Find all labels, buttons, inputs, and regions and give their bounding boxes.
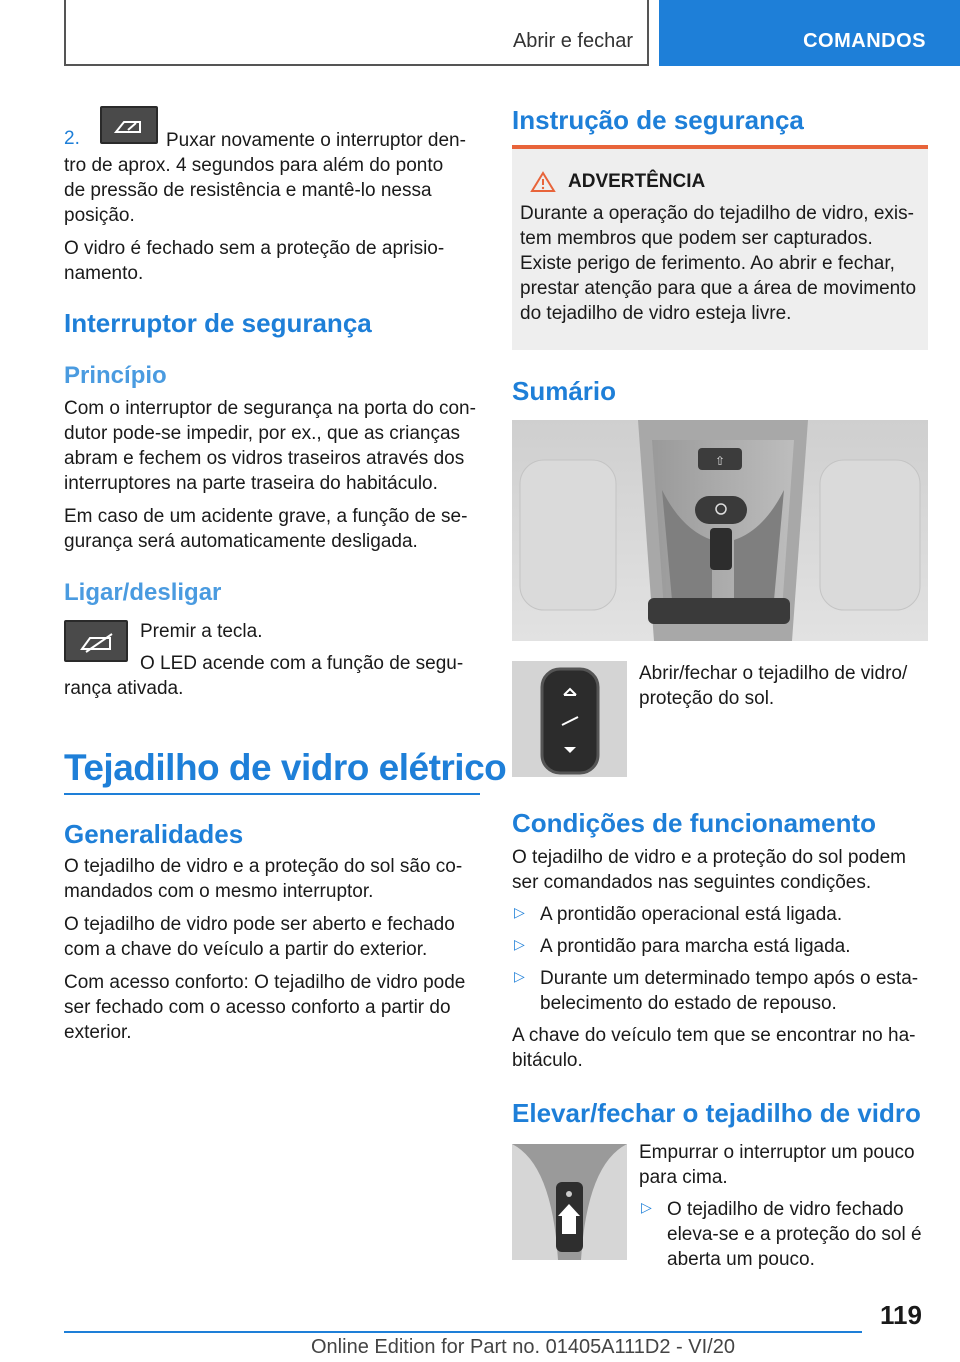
warning-box <box>512 145 928 350</box>
onoff-heading: Ligar/desligar <box>64 579 222 606</box>
footer-rule <box>64 1331 862 1333</box>
bullet-triangle-icon: ▷ <box>514 968 525 984</box>
header-chapter-tab <box>659 0 960 66</box>
general-paragraph-2: O tejadilho de vidro pode ser aberto e fechado com a chave do veículo a partir do exterior. <box>64 914 455 960</box>
warning-title: ADVERTÊNCIA <box>520 171 920 193</box>
heading-rule <box>64 793 480 795</box>
general-heading: Generalidades <box>64 819 244 849</box>
bullet-triangle-icon: ▷ <box>641 1199 652 1215</box>
conditions-key-note: A chave do veículo tem que se encontrar no ha- bitáculo. <box>512 1025 916 1071</box>
general-paragraph-3: Com acesso conforto: O tejadilho de vidro pode ser fechado com o acesso conforto a partir do exterior. <box>64 972 466 1043</box>
raise-heading: Elevar/fechar o tejadilho de vidro <box>512 1098 921 1128</box>
page-number: 119 <box>880 1300 922 1330</box>
conditions-heading: Condições de funcionamento <box>512 808 877 838</box>
list-item: ▷ O tejadilho de vidro fechado eleva-se e a proteção do sol é aberta um pouco. <box>641 1199 922 1270</box>
bullet-triangle-icon: ▷ <box>514 936 525 952</box>
raise-switch-photo <box>512 1144 627 1260</box>
onoff-press-text: Premir a tecla. <box>140 621 263 642</box>
safety-heading: Instrução de segurança <box>512 105 804 135</box>
header-chapter-label: COMANDOS <box>803 30 926 52</box>
warning-triangle-icon <box>530 171 556 193</box>
list-item: ▷ A prontidão para marcha está ligada. <box>514 936 851 957</box>
safety-switch-heading: Interruptor de segurança <box>64 308 372 338</box>
header-section-tab <box>64 0 649 66</box>
raise-text: Empurrar o interruptor um pouco <box>639 1142 915 1163</box>
overview-caption: Abrir/fechar o tejadilho de vidro/ <box>639 663 908 684</box>
list-item: ▷ Durante um determinado tempo após o esta- belecimento do estado de repouso. <box>514 968 919 1014</box>
onoff-led-text: O LED acende com a função de segu- <box>140 653 464 674</box>
conditions-intro: O tejadilho de vidro e a proteção do sol podem ser comandados nas seguintes condições. <box>512 847 906 893</box>
principle-paragraph: Com o interruptor de segurança na porta do con- dutor pode-se impedir, por ex., que as crianças abram e fechem os vidros traseiros através dos interruptores na parte traseira do habitáculo. <box>64 398 476 494</box>
bullet-triangle-icon: ▷ <box>514 904 525 920</box>
switch-detail-photo <box>512 661 627 777</box>
footer-edition: Online Edition for Part no. 01405A111D2 - VI/20 <box>311 1336 735 1358</box>
window-switch-icon <box>100 106 158 144</box>
list-item: ▷ A prontidão operacional está ligada. <box>514 904 843 925</box>
step-number: 2. <box>64 128 80 149</box>
svg-text:⇧: ⇧ <box>714 454 726 468</box>
accident-paragraph: Em caso de um acidente grave, a função de se- gurança será automaticamente desligada. <box>64 506 468 552</box>
roof-heading: Tejadilho de vidro elétrico <box>64 747 507 788</box>
safety-switch-icon <box>64 620 128 662</box>
conditions-list <box>512 902 928 1016</box>
roof-console-photo <box>512 420 928 641</box>
header-section-label: Abrir e fechar <box>512 30 633 52</box>
warning-text: Durante a operação do tejadilho de vidro, exis- tem membros que podem ser capturados. Existe perigo de ferimento. Ao abrir e fechar, prestar atenção para que a área de movimento do tejadilho de vidro esteja livre. <box>520 203 917 324</box>
overview-heading: Sumário <box>512 376 617 406</box>
principle-heading: Princípio <box>64 362 167 389</box>
general-paragraph-1: O tejadilho de vidro e a proteção do sol são co- mandados com o mesmo interruptor. <box>64 856 463 902</box>
